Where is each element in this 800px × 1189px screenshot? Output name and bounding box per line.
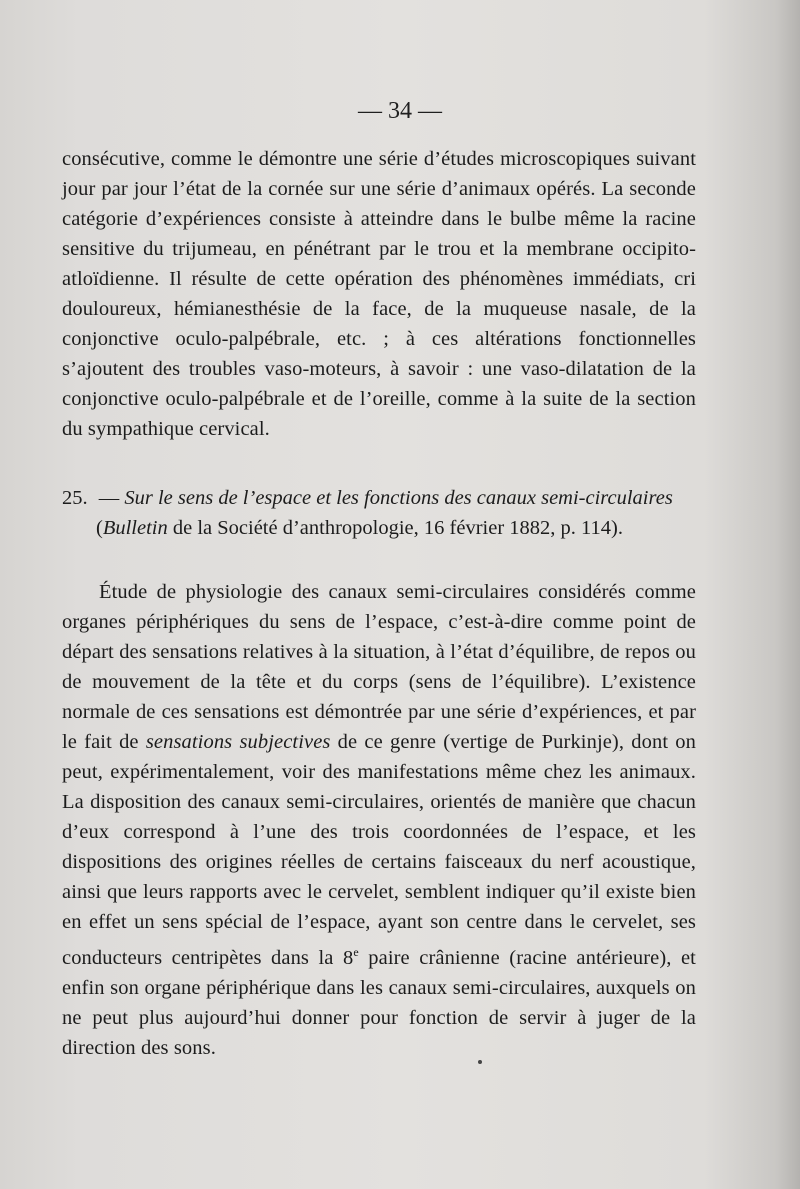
entry-title: Sur le sens de l’espace et les fonctions des canaux semi-circulaires	[124, 487, 673, 509]
entry-paren-open: (	[96, 517, 103, 539]
entry-journal: Bulletin	[102, 517, 168, 539]
bibliography-entry	[62, 483, 702, 543]
summary-text-2: de ce genre (vertige de Purkinje), dont on peut, expérimentalement, voir des manifestations même chez les animaux. La disposition des canaux semi-circulaires, orientés de manière que chacun d’eux correspond à l’une des trois coordonnées de l’espace, et les dispositions des origines réelles de certains faisceaux du nerf acoustique, ainsi que leurs rapports avec le cervelet, semblent indiquer qu’il existe bien en effet un sens spécial de l’espace, ayant son centre dans le cervelet, ses conducteurs centripètes dans la 8	[62, 731, 697, 969]
summary-text-1: Étude de physiologie des canaux semi-circulaires considérés comme organes périphériques du sens de l’espace, c’est-à-dire comme point de départ des sensations relatives à la situation, à l’état d’équilibre, de repos ou de mouvement de la tête et du corps (sens de l’équilibre). L’existence normale de ces sensations est démontrée par une série d’expériences, et par le fait de	[62, 581, 696, 753]
entry-source-line	[62, 513, 702, 543]
summary-text-3: paire crânienne (racine antérieure), et enfin son organe périphérique dans les canaux semi-circulaires, auxquels on ne peut plus aujourd’hui donner pour fonction de servir à juger de la direction des sons.	[62, 946, 696, 1059]
entry-title-line	[62, 483, 702, 513]
entry-dash: —	[98, 487, 120, 509]
entry-source: de la Société d’anthropologie, 16 février 1882, p. 114).	[167, 517, 623, 539]
page-number: — 34 —	[358, 98, 442, 124]
summary-superscript: e	[353, 945, 359, 959]
ink-speck	[478, 1060, 482, 1064]
entry-number: 25.	[62, 487, 88, 509]
paragraph-continuation: consécutive, comme le démontre une série d’études microscopiques suivant jour par jour l’état de la cornée sur une série d’animaux opérés. La seconde catégorie d’expériences consiste à atteindre dans le bulbe même la racine sensitive du trijumeau, en pénétrant par le trou et la membrane occipito-atloïdienne. Il résulte de cette opération des phénomènes immédiats, cri douloureux, hémianesthésie de la face, de la muqueuse nasale, de la conjonctive oculo-palpébrale, etc. ; à ces altérations fonctionnelles s’ajoutent des troubles vaso-moteurs, à savoir : une vaso-dilatation de la conjonctive oculo-palpébrale et de l’oreille, comme à la suite de la section du sympathique cervical.	[62, 148, 696, 440]
summary-italic: sensations subjectives	[145, 731, 331, 753]
paragraph-summary	[62, 577, 696, 1063]
